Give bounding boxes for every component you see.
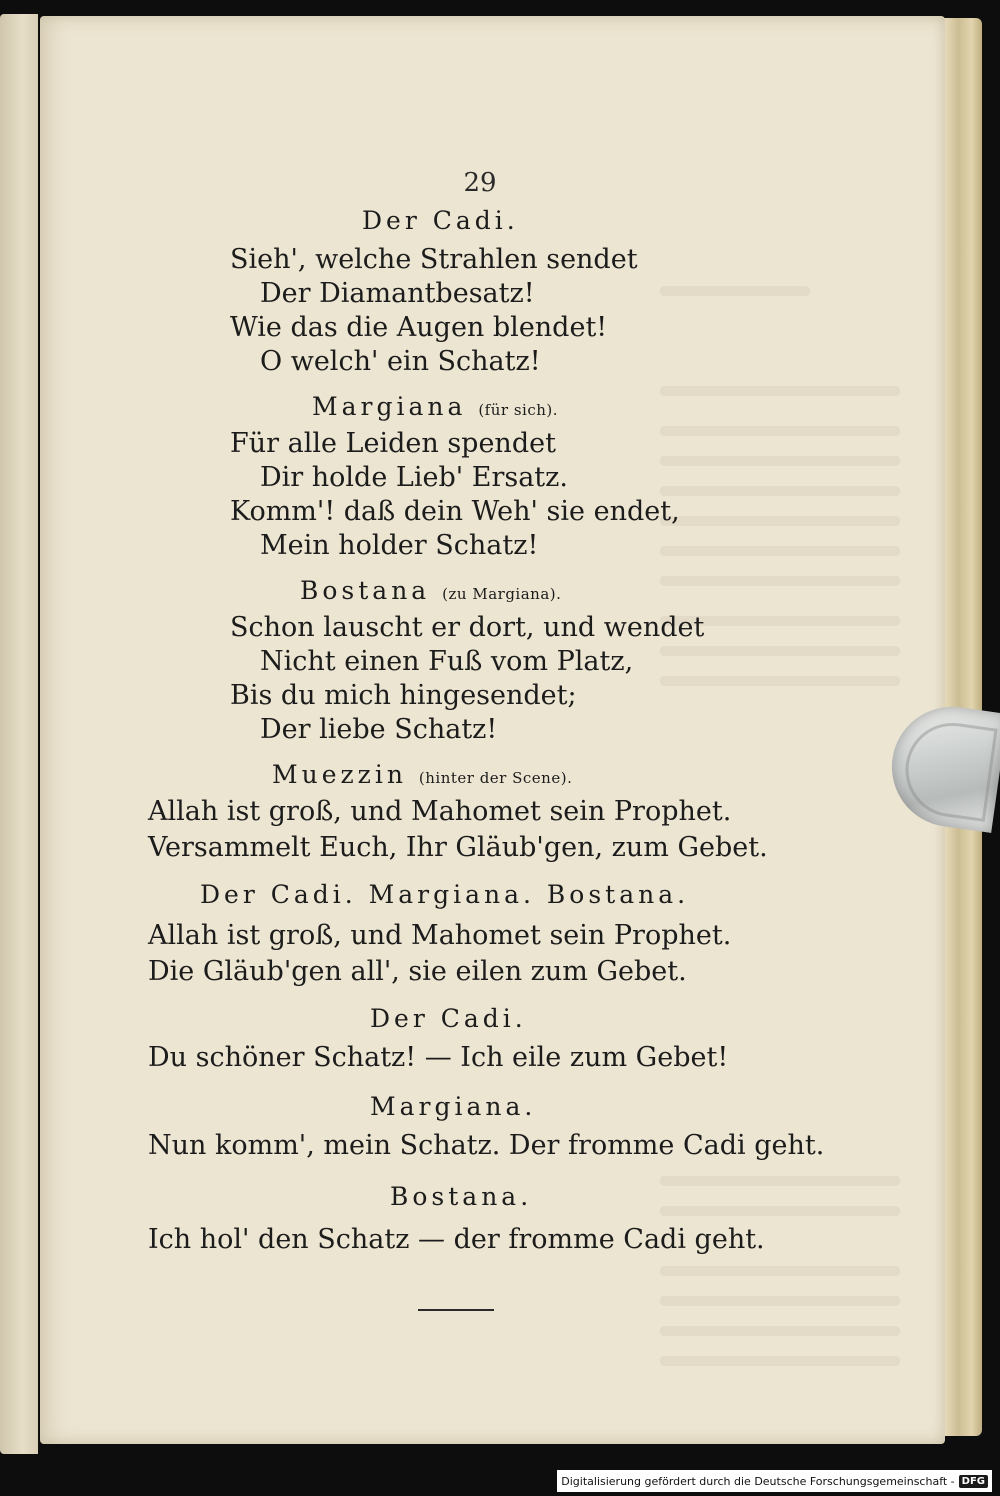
verse-line: Bis du mich hingesendet; xyxy=(230,680,577,711)
speaker-heading xyxy=(312,392,558,421)
speaker-name: Bostana. xyxy=(390,1182,533,1211)
speaker-heading xyxy=(300,576,561,605)
verse-line: Nicht einen Fuß vom Platz, xyxy=(260,646,634,677)
verse-line: Nun komm', mein Schatz. Der fromme Cadi geht. xyxy=(148,1130,825,1161)
end-rule xyxy=(418,1309,494,1311)
verse-line: Dir holde Lieb' Ersatz. xyxy=(260,462,568,493)
verse-line: Schon lauscht er dort, und wendet xyxy=(230,612,705,643)
stage-direction: (hinter der Scene). xyxy=(418,769,573,787)
speaker-name: Der Cadi. xyxy=(362,206,519,235)
verse-line: Die Gläub'gen all', sie eilen zum Gebet. xyxy=(148,956,687,987)
speaker-name: Der Cadi. Margiana. Bostana. xyxy=(200,880,690,909)
page-number: 29 xyxy=(463,168,497,198)
digitization-footer xyxy=(557,1470,992,1492)
verse-line: Ich hol' den Schatz — der fromme Cadi geht. xyxy=(148,1224,765,1255)
speaker-name: Margiana. xyxy=(370,1092,537,1121)
verse-line: Allah ist groß, und Mahomet sein Prophet. xyxy=(148,796,732,827)
verse-line: Wie das die Augen blendet! xyxy=(230,312,608,343)
stage-direction: (für sich). xyxy=(478,401,559,419)
speaker-name: Der Cadi. xyxy=(370,1004,527,1033)
verse-line: Mein holder Schatz! xyxy=(260,530,539,561)
stage-direction: (zu Margiana). xyxy=(442,585,562,603)
verse-line: Für alle Leiden spendet xyxy=(230,428,556,459)
verse-line: O welch' ein Schatz! xyxy=(260,346,541,377)
page-clip-inner xyxy=(899,717,997,822)
footer-text: Digitalisierung gefördert durch die Deutsche Forschungsgemeinschaft - xyxy=(561,1474,955,1488)
book-page xyxy=(40,16,945,1444)
speaker-name: Bostana xyxy=(300,576,431,605)
verse-line: Der Diamantbesatz! xyxy=(260,278,535,309)
left-page-edge xyxy=(0,14,38,1454)
verse-line: Du schöner Schatz! — Ich eile zum Gebet! xyxy=(148,1042,729,1073)
dfg-logo: DFG xyxy=(959,1475,988,1488)
verse-line: Versammelt Euch, Ihr Gläub'gen, zum Gebet. xyxy=(148,832,768,863)
verse-line: Sieh', welche Strahlen sendet xyxy=(230,244,638,275)
verse-line: Der liebe Schatz! xyxy=(260,714,498,745)
speaker-name: Margiana xyxy=(312,392,467,421)
speaker-heading xyxy=(272,760,572,789)
speaker-name: Muezzin xyxy=(272,760,407,789)
verse-line: Komm'! daß dein Weh' sie endet, xyxy=(230,496,680,527)
verse-line: Allah ist groß, und Mahomet sein Prophet. xyxy=(148,920,732,951)
